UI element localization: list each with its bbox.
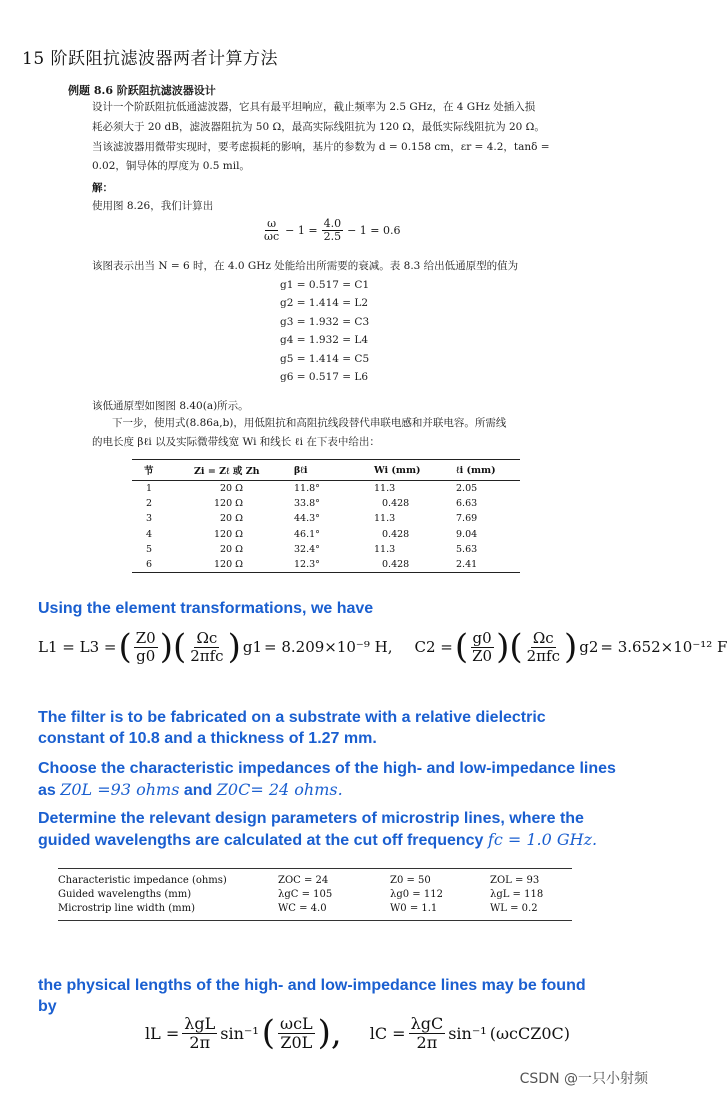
cell: WL = 0.2	[490, 902, 572, 921]
table-row	[132, 511, 520, 526]
col-header: ℓi (mm)	[456, 460, 520, 481]
fc-value: fc = 1.0 GHz.	[487, 830, 598, 849]
microstrip-table	[58, 868, 572, 921]
cell: 9.04	[456, 528, 478, 540]
z0c-value: Z0C= 24 ohms.	[216, 780, 343, 799]
eq-num: 4.0	[323, 217, 342, 230]
english-intro: Using the element transformations, we have	[38, 600, 374, 617]
solution-intro: 使用图 8.26，我们计算出	[92, 200, 214, 212]
table-row	[132, 542, 520, 557]
cell: 20 Ω	[220, 543, 243, 555]
z0l-value: Z0L =93 ohms	[60, 780, 180, 799]
table-row	[58, 869, 572, 888]
frac-den: Z0L	[280, 1032, 313, 1052]
eq-num: ω	[267, 217, 277, 230]
frac-num: Ωc	[196, 629, 218, 647]
eq-tail: − 1 = 0.6	[347, 224, 401, 238]
cell: λgC = 105	[278, 889, 333, 900]
frac-den: 2π	[416, 1032, 438, 1052]
cell: 2.41	[456, 557, 520, 573]
next-line: 下一步，使用式(8.86a,b)，用低阻抗和高阻抗线段替代串联电感和并联电容。所需线	[112, 417, 507, 429]
frac-num: λgC	[410, 1014, 444, 1033]
cell: Z0 = 50	[390, 869, 490, 888]
cell: 1	[146, 483, 153, 495]
solution-label: 解：	[92, 182, 113, 194]
formula-lhs: lC =	[369, 1023, 406, 1043]
eq-minus: − 1 =	[285, 224, 318, 238]
frac-den: 2π	[189, 1032, 211, 1052]
cell: 120 Ω	[214, 498, 244, 510]
frac-num: λgL	[184, 1014, 216, 1033]
frac-den: 2πfc	[190, 646, 224, 665]
col-header: Zi = Zℓ 或 Zh	[194, 460, 294, 481]
formula-result: = 3.652×10⁻¹² F	[600, 638, 727, 656]
formula-arg: (ωcCZ0C)	[489, 1023, 570, 1043]
table-row	[58, 888, 572, 902]
csdn-watermark: CSDN @一只小射频	[519, 1071, 648, 1087]
eq-den: ωc	[264, 230, 280, 244]
g-value: g6 = 0.517 = L6	[280, 371, 369, 384]
section-table	[132, 459, 520, 573]
formula-lengths: lL = $\frac{\text{λgL}}{2\pi}$ sin⁻¹ ( $\frac{\text{ωcL}}{Z0L}$ ), lC = $\frac{\text{λgC}}{2\pi}$ sin⁻¹ (ωcCZ0C)	[145, 1013, 570, 1054]
design-text: Determine the relevant design parameters of microstrip lines, where the guided wavelengths are calculated at the cut off frequency	[38, 810, 584, 849]
cell: 5.63	[456, 543, 478, 555]
table-row	[132, 557, 520, 573]
problem-line: 设计一个阶跃阻抗低通滤波器，它具有最平坦响应，截止频率为 2.5 GHz，在 4 GHz 处插入损	[92, 101, 536, 113]
cell: Characteristic impedance (ohms)	[58, 869, 278, 888]
next-line: 的电长度 βℓi 以及实际微带线宽 Wi 和线长 ℓi 在下表中给出：	[92, 436, 380, 448]
cell: 120 Ω	[214, 528, 244, 540]
cell: 6	[132, 557, 194, 573]
frac-num: g0	[472, 629, 492, 647]
cell: 46.1°	[294, 528, 320, 540]
g-value: g1 = 0.517 = C1	[280, 279, 370, 291]
cell: 0.428	[382, 528, 410, 540]
g-value: g4 = 1.932 = L4	[280, 334, 369, 347]
cell: 6.63	[456, 498, 478, 510]
table-row	[132, 496, 520, 511]
cell: 0.428	[374, 557, 456, 573]
col-header: 节	[132, 460, 194, 481]
problem-statement	[92, 98, 592, 177]
cell: 7.69	[456, 513, 478, 525]
formula-inductance: L1 = L3 = ( $\frac{Z0}{g0}$ )( $\frac{\Omega c}{\text{2πfc}}$ ) g1 = 8.209×10⁻⁹ H, C2 = ( $\frac{g0}{Z0}$ )( $\frac{\Omega c}{\text{2πfc}}$ ) g2 = 3.652×10⁻¹² F	[38, 627, 727, 667]
cell: 11.3	[374, 483, 396, 495]
frac-den: g0	[136, 646, 156, 665]
cell: 11.8°	[294, 483, 320, 495]
frac-den: 2πfc	[526, 646, 560, 665]
formula-lhs: L1 = L3 =	[38, 638, 117, 656]
after-equation: 该图表示出当 N = 6 时，在 4.0 GHz 处能给出所需要的衰减。表 8.3 给出低通原型的值为	[92, 260, 519, 272]
cell: λg0 = 112	[390, 889, 443, 900]
cell: ZOL = 93	[490, 869, 572, 888]
cell: W0 = 1.1	[390, 902, 490, 921]
cell: 2.05	[456, 483, 478, 495]
cell: 5	[146, 543, 153, 555]
design-paragraph	[38, 808, 628, 851]
col-header: βℓi	[294, 460, 374, 481]
impedance-paragraph	[38, 758, 618, 801]
problem-line: 耗必须大于 20 dB，滤波器阻抗为 50 Ω，最高实际线阻抗为 120 Ω，最低实际线阻抗为 20 Ω。	[92, 120, 545, 133]
cell: 44.3°	[294, 513, 320, 525]
frac-num: ωcL	[280, 1014, 313, 1033]
cell: WC = 4.0	[278, 902, 390, 921]
table-row	[58, 902, 572, 921]
frac-num: Ωc	[532, 629, 554, 647]
formula-g: g2	[579, 638, 599, 656]
cell: 4	[146, 528, 153, 540]
g-value: g3 = 1.932 = C3	[280, 315, 370, 328]
cell: 120 Ω	[194, 557, 294, 573]
cell: 11.3	[374, 543, 396, 555]
equation-omega-ratio	[262, 218, 401, 243]
cell: 12.3°	[294, 557, 374, 573]
frac-den: Z0	[472, 646, 493, 665]
table-row	[132, 481, 520, 497]
cell: Guided wavelengths (mm)	[58, 889, 192, 900]
circuit-line: 该低通原型如图图 8.40(a)所示。	[92, 400, 249, 412]
g-value: g2 = 1.414 = L2	[280, 297, 369, 310]
page-title: 15 阶跃阻抗滤波器两者计算方法	[22, 49, 279, 69]
g-value: g5 = 1.414 = C5	[280, 352, 370, 365]
and-text: and	[179, 782, 217, 799]
physical-length-paragraph: the physical lengths of the high- and low-impedance lines may be found by	[38, 977, 586, 1015]
frac-num: Z0	[135, 629, 156, 647]
cell: 20 Ω	[220, 513, 243, 525]
cell: ZOC = 24	[278, 869, 390, 888]
cell: 2	[146, 498, 153, 510]
eq-den: 2.5	[323, 230, 342, 244]
col-header: Wi (mm)	[374, 460, 456, 481]
cell: λgL = 118	[490, 889, 544, 900]
formula-lhs: C2 =	[414, 638, 453, 656]
cell: 33.8°	[294, 498, 320, 510]
sin-inverse: sin⁻¹	[448, 1023, 487, 1043]
formula-result: = 8.209×10⁻⁹ H,	[264, 638, 393, 656]
impedance-text: Choose the characteristic impedances of the high- and low-impedance lines as	[38, 760, 616, 799]
table-row	[132, 527, 520, 542]
problem-line: 0.02，铜导体的厚度为 0.5 mil。	[92, 160, 250, 173]
cell: 20 Ω	[220, 483, 243, 495]
cell: 0.428	[382, 498, 410, 510]
next-step	[92, 414, 506, 452]
formula-lhs: lL =	[145, 1023, 180, 1043]
cell: 3	[146, 513, 153, 525]
substrate-paragraph: The filter is to be fabricated on a substrate with a relative dielectric constant of 10.8 and a thickness of 1.27 mm.	[38, 709, 546, 747]
table-header-row	[132, 460, 520, 481]
formula-g: g1	[242, 638, 262, 656]
cell: 32.4°	[294, 543, 320, 555]
sin-inverse: sin⁻¹	[220, 1023, 259, 1043]
problem-line: 当该滤波器用微带实现时，要考虑损耗的影响，基片的参数为 d = 0.158 cm，εr = 4.2，tanδ =	[92, 140, 550, 153]
cell: 11.3	[374, 513, 396, 525]
cell: Microstrip line width (mm)	[58, 902, 278, 921]
example-heading: 例题 8.6 阶跃阻抗滤波器设计	[68, 84, 216, 97]
g-values-list	[280, 276, 369, 386]
